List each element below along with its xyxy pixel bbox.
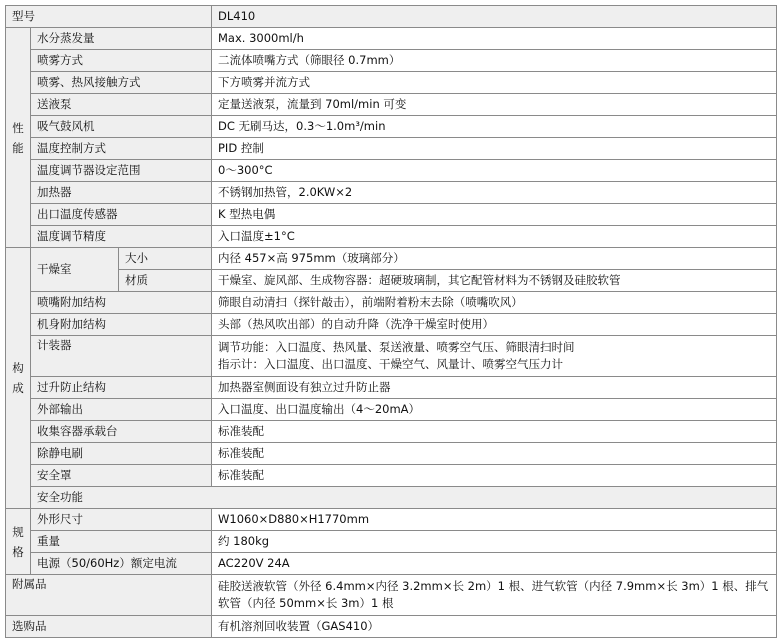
row-label: 温度控制方式 — [31, 138, 212, 160]
safety-label: 安全功能 — [31, 487, 777, 509]
model-value: DL410 — [212, 6, 777, 28]
group-label-char: 格 — [12, 544, 24, 559]
options-label: 选购品 — [6, 616, 212, 638]
dryer-material-value: 干燥室、旋风部、生成物容器：超硬玻璃制，其它配管材料为不锈钢及硅胶软管 — [212, 270, 777, 292]
table-row — [6, 487, 777, 509]
row-label: 加热器 — [31, 182, 212, 204]
table-row — [6, 465, 777, 487]
row-value: DC 无刷马达，0.3～1.0m³/min — [212, 116, 777, 138]
group-label — [6, 522, 30, 562]
group-label-char: 能 — [12, 140, 24, 155]
table-row — [6, 116, 777, 138]
table-row — [6, 270, 777, 292]
row-value: K 型热电偶 — [212, 204, 777, 226]
table-row — [6, 399, 777, 421]
row-value: 筛眼自动清扫（探针敲击），前端附着粉末去除（喷嘴吹风） — [212, 292, 777, 314]
row-label: 计装器 — [31, 336, 212, 377]
group-label — [6, 118, 30, 158]
row-value: Max. 3000ml/h — [212, 28, 777, 50]
dryer-size-label: 大小 — [119, 248, 212, 270]
row-value: 约 180kg — [212, 531, 777, 553]
row-value: W1060×D880×H1770mm — [212, 509, 777, 531]
accessories-value: 硅胶送液软管（外径 6.4mm×内径 3.2mm×长 2m）1 根、进气软管（内径 7.9mm×长 3m）1 根、排气软管（内径 50mm×长 3m）1 根 — [212, 575, 777, 616]
row-label: 出口温度传感器 — [31, 204, 212, 226]
row-value: 加热器室侧面设有独立过升防止器 — [212, 377, 777, 399]
dryer-size-value: 内径 457×高 975mm（玻璃部分） — [212, 248, 777, 270]
table-row — [6, 336, 777, 377]
table-row — [6, 616, 777, 638]
row-value: 标准装配 — [212, 465, 777, 487]
dryer-label: 干燥室 — [31, 248, 119, 292]
row-label: 水分蒸发量 — [31, 28, 212, 50]
spec-table — [5, 5, 777, 638]
row-value: 头部（热风吹出部）的自动升降（洗净干燥室时使用） — [212, 314, 777, 336]
table-row — [6, 443, 777, 465]
row-label: 外部输出 — [31, 399, 212, 421]
table-row — [6, 160, 777, 182]
meter-value — [212, 336, 777, 377]
table-row — [6, 292, 777, 314]
accessories-label: 附属品 — [6, 575, 212, 616]
row-value: 定量送液泵，流量到 70ml/min 可变 — [212, 94, 777, 116]
row-value: PID 控制 — [212, 138, 777, 160]
table-row — [6, 553, 777, 575]
options-value: 有机溶剂回收装置（GAS410） — [212, 616, 777, 638]
row-value: 不锈钢加热管，2.0KW×2 — [212, 182, 777, 204]
group-label — [6, 358, 30, 398]
group-label-char: 成 — [12, 381, 24, 395]
row-label: 外形尺寸 — [31, 509, 212, 531]
table-row — [6, 50, 777, 72]
meter-line-2: 指示计：入口温度、出口温度、干燥空气、风量计、喷雾空气压力计 — [218, 357, 563, 371]
group-label-char: 规 — [12, 524, 24, 539]
row-label: 除静电刷 — [31, 443, 212, 465]
table-row — [6, 509, 777, 531]
table-row — [6, 575, 777, 616]
row-value: 入口温度、出口温度输出（4～20mA） — [212, 399, 777, 421]
row-label: 温度调节精度 — [31, 226, 212, 248]
group-construction — [6, 248, 31, 509]
row-value: 二流体喷嘴方式（筛眼径 0.7mm） — [212, 50, 777, 72]
row-value: AC220V 24A — [212, 553, 777, 575]
row-value: 标准装配 — [212, 421, 777, 443]
group-performance — [6, 28, 31, 248]
table-row — [6, 531, 777, 553]
meter-line-1: 调节功能：入口温度、热风量、泵送液量、喷雾空气压、筛眼清扫时间 — [218, 340, 575, 354]
row-label: 喷雾方式 — [31, 50, 212, 72]
table-row — [6, 377, 777, 399]
row-label: 喷雾、热风接触方式 — [31, 72, 212, 94]
row-label: 送液泵 — [31, 94, 212, 116]
group-specs — [6, 509, 31, 575]
table-row — [6, 204, 777, 226]
row-value: 标准装配 — [212, 443, 777, 465]
group-label-char: 构 — [12, 361, 24, 375]
row-label: 喷嘴附加结构 — [31, 292, 212, 314]
row-label: 电源（50/60Hz）额定电流 — [31, 553, 212, 575]
dryer-material-label: 材质 — [119, 270, 212, 292]
row-label: 收集容器承载台 — [31, 421, 212, 443]
row-label: 吸气鼓风机 — [31, 116, 212, 138]
row-label: 过升防止结构 — [31, 377, 212, 399]
table-row — [6, 421, 777, 443]
group-label-char: 性 — [12, 120, 24, 135]
table-row — [6, 72, 777, 94]
row-value: 0～300°C — [212, 160, 777, 182]
row-label: 安全罩 — [31, 465, 212, 487]
table-row — [6, 28, 777, 50]
table-row — [6, 248, 777, 270]
row-label: 机身附加结构 — [31, 314, 212, 336]
table-row — [6, 94, 777, 116]
row-label: 温度调节器设定范围 — [31, 160, 212, 182]
table-row — [6, 314, 777, 336]
row-value: 入口温度±1°C — [212, 226, 777, 248]
row-label: 重量 — [31, 531, 212, 553]
model-label: 型号 — [6, 6, 212, 28]
row-value: 下方喷雾并流方式 — [212, 72, 777, 94]
table-row — [6, 226, 777, 248]
table-row — [6, 182, 777, 204]
table-row — [6, 6, 777, 28]
table-row — [6, 138, 777, 160]
